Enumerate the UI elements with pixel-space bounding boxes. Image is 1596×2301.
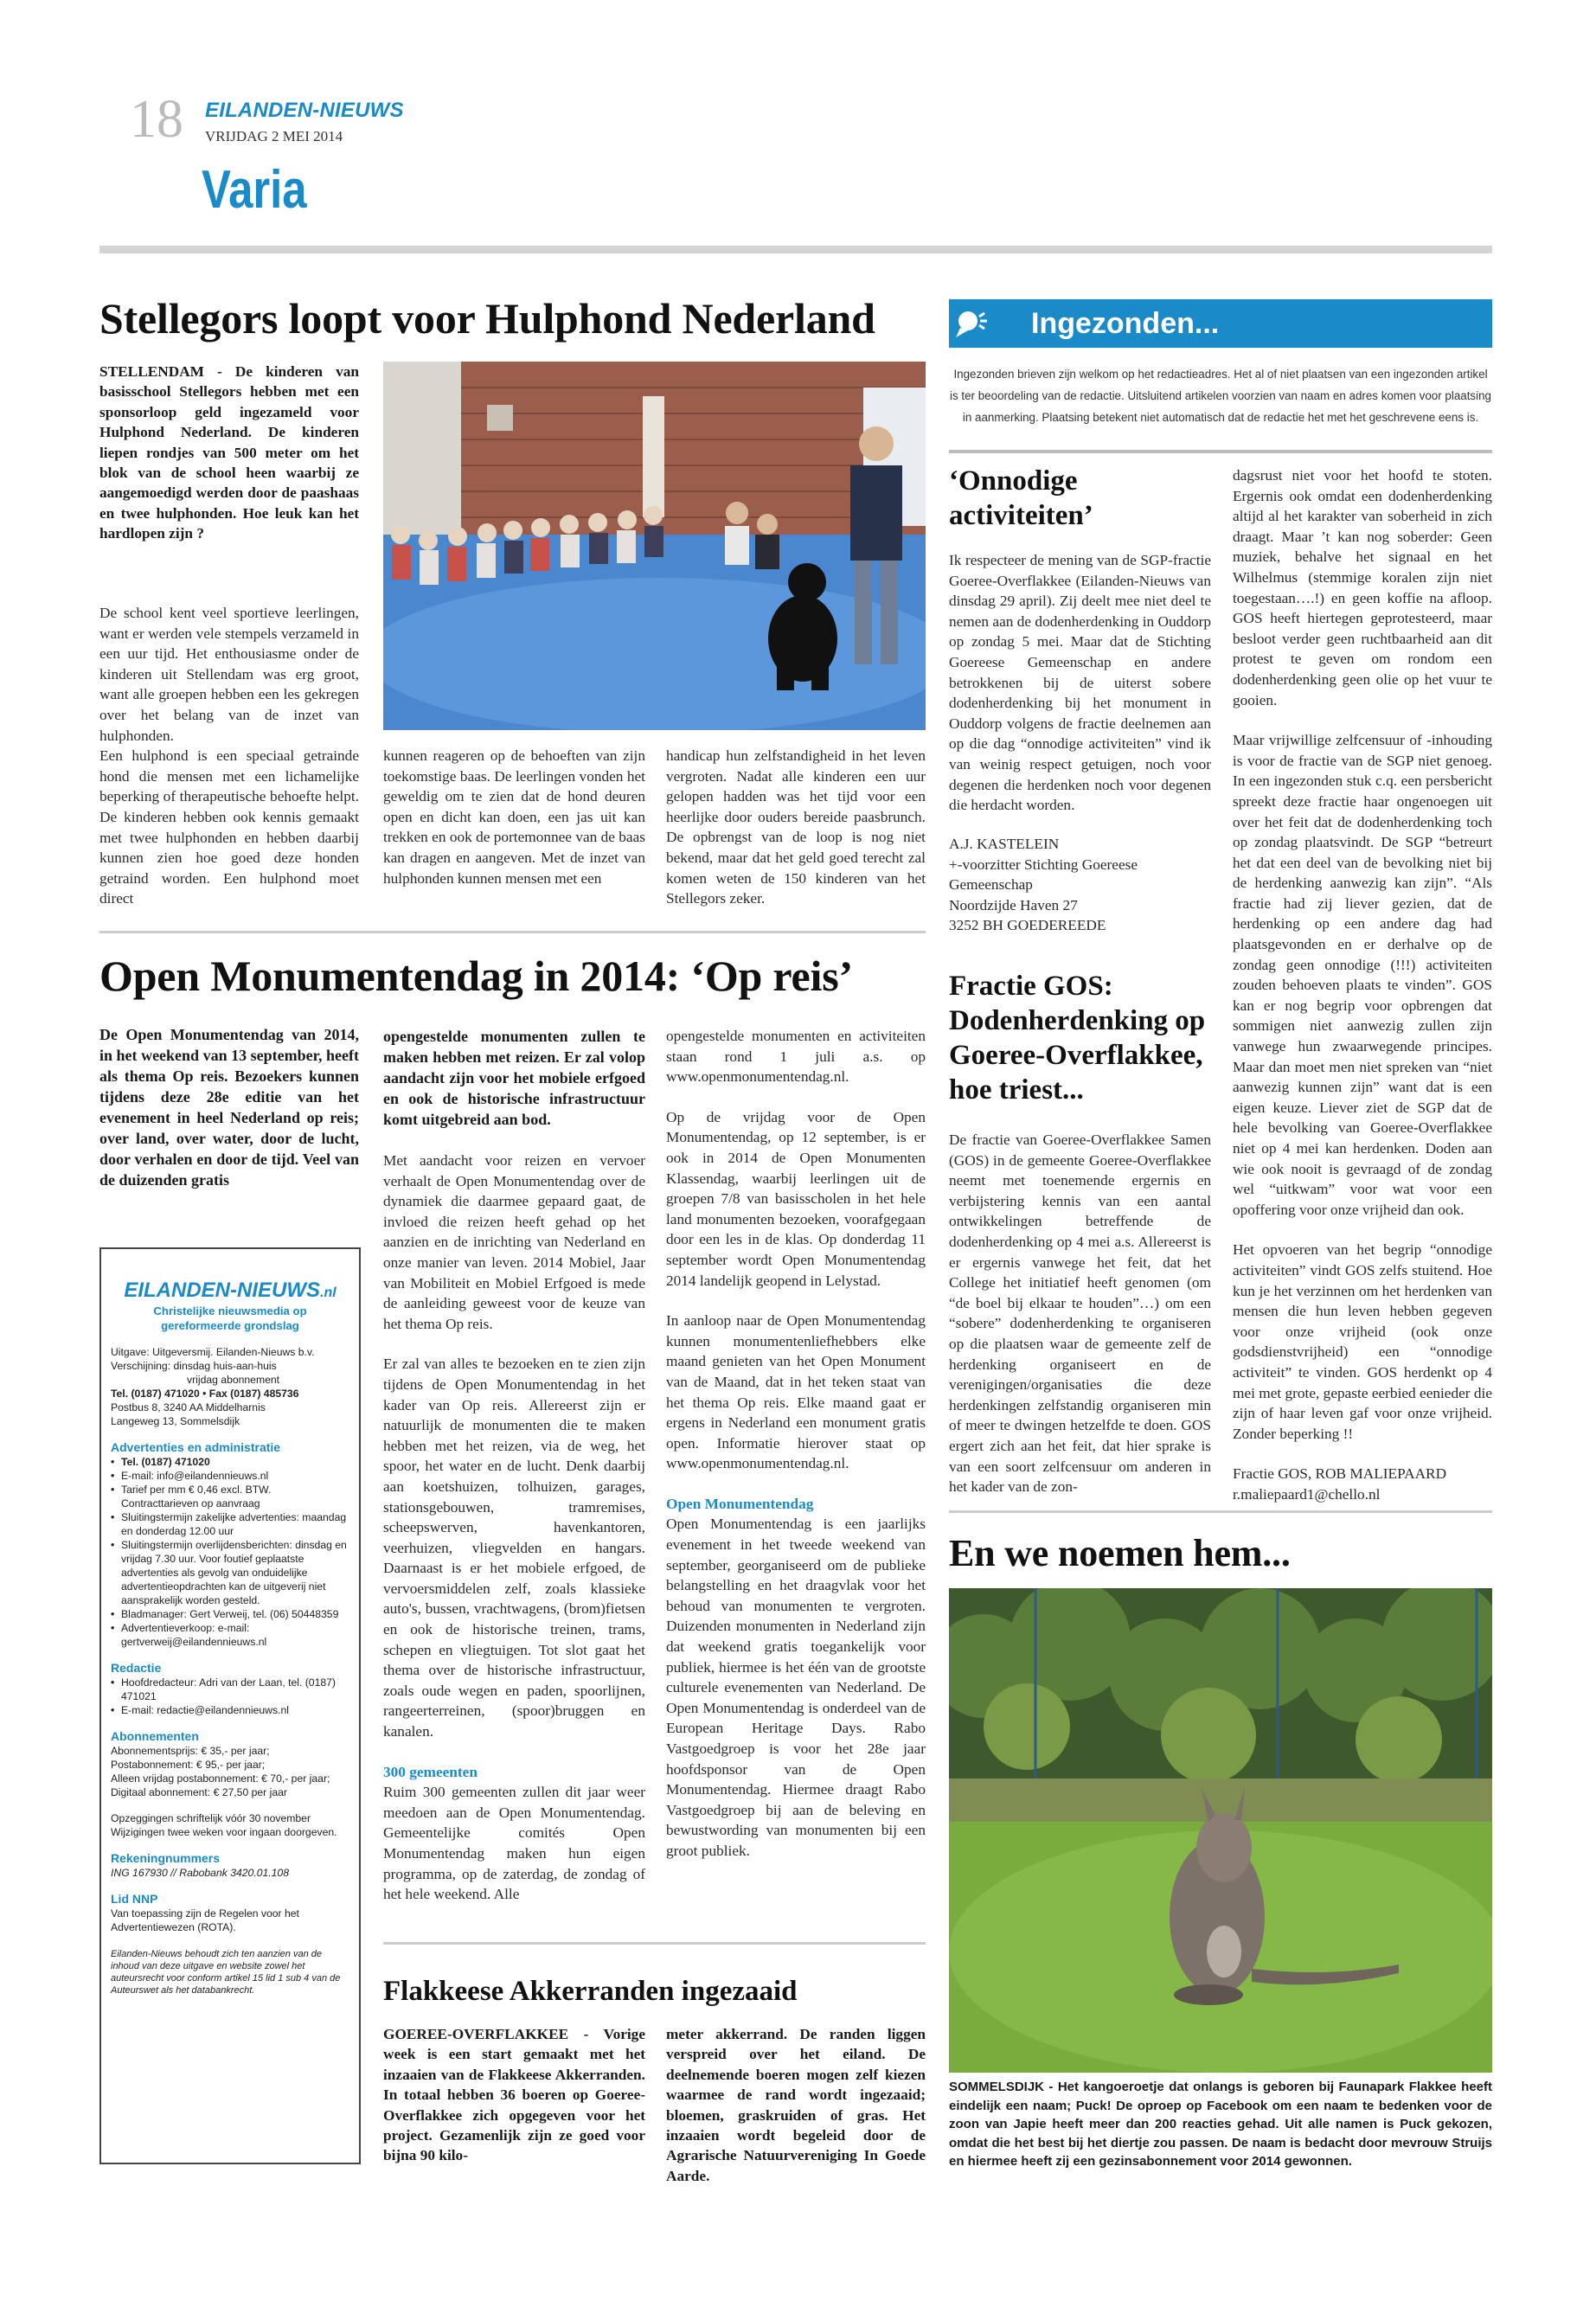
paragraph: Maar vrijwillige zelfcensuur of -inhouding is voor de fractie van de SGP niet genoeg. In een ingezonden stuk c.q. een persbericht spreekt deze fractie haar ongenoegen uit over het feit dat de dodenherdenking toch op zondag plaatsvindt. De SGP “betreurt het dat een deel van de bevolking niet bij de herdenking aanwezig kan zijn”. “Als fractie had zij liever gezien, dat de herdenking op een andere dag had plaatsgevonden en er derhalve op de zondag geen onnodige (!!!) activiteiten zouden behoeven plaats te vinden”. GOS kan er nog begrip voor opbrengen dat sommigen niet aanwezig zullen zijn vanwege hun zwaarwegende principes. Maar dan moet men niet spreken van “niet aanwezig kunnen zijn” want dat is een eigen keuze. Liever ziet de SGP dat de hele bevolking van Goeree-Overflakkee niet op 4 mei kan herdenken. Doden aan wie ook nooit is gevraagd of de zondag wel “uitkwam” voor wat voor een opoffering voor onze vrijheid dan ook. xyxy=(1233,732,1492,1218)
ads-heading: Advertenties en administratie xyxy=(111,1440,281,1454)
school-run-photo xyxy=(383,362,926,730)
article-lead: De Open Monumentendag van 2014, in het weekend van 13 september, heeft als thema Op reis. Bezoekers kunnen tijdens deze 28e editie van het evenement in heel Nederland op reis; over land, over water, door de lucht, door verhalen en door de tijd. Veel van de duizenden gratis xyxy=(99,1026,359,1189)
colophon-tagline: Christelijke nieuwsmedia op gereformeerde grondslag xyxy=(153,1304,307,1332)
subheading: Open Monumentendag xyxy=(666,1495,814,1512)
letters-header xyxy=(949,299,1492,348)
speech-icon xyxy=(956,306,990,341)
paragraph: Het opvoeren van het begrip “onnodige activiteiten” vindt GOS zelfs stuitend. Hoe kun je het verzinnen om het herdenken van mensen die hun leven hebben gegeven voor onze vrijheid (ook onze godsdienstvrijheid) een “onnodige activiteit” te vinden. GOS herdenkt op 4 mei met grote, gepaste eerbied eenieder die zijn of haar leven gaf voor onze vrijheid. Zonder beperking !! xyxy=(1233,1241,1492,1442)
section-title: Varia xyxy=(202,160,307,220)
ads-list: • Tel. (0187) 471020 • E-mail: info@eilandennieuws.nl • Tarief per mm € 0,46 excl. BTW. Contracttarieven op aanvraag • Sluitingstermijn zakelijke advertenties: maandag en donderdag 12.00 uur • Sluitingstermijn overlijdensberichten: dinsdag en vrijdag 7.30 uur. Voor foutief geplaatste advertenties als gevolg van onduidelijke advertentieopdrachten kan de uitgeverij niet aansprakelijk worden gesteld. • Bladmanager: Gert Verweij, tel. (06) 50448359 • Advertentieverkoop: e-mail: gertverweij@eilandennieuws.nl xyxy=(111,1455,349,1649)
article-title: En we noemen hem... xyxy=(949,1532,1291,1574)
article-column-3: handicap hun zelfstandigheid in het leven vergroten. Nadat alle kinderen een uur gelopen hadden was het tijd voor een heerlijke door ouders bereide paasbrunch. De opbrengst van de loop is nog niet bekend, maar dat het geld goed terecht zal komen weten de 150 kinderen van het Stellegors zeker. xyxy=(666,747,926,907)
paragraph: dagsrust niet voor het hoofd te stoten. Ergernis ook omdat een dodenherdenking altijd al het karakter van soberheid in zich draagt. Maar ’t kan nog soberder: Geen muziek, behalve het signaal en het Wilhelmus (stemmige koralen zijn niet toegestaan….!) en geen koffie na afloop. GOS heeft hiertegen geprotesteerd, maar besloot verder geen ruchtbaarheid aan dit protest te geven om rondom een dodenherdenking geen olie op het vuur te gooien. xyxy=(1233,467,1492,708)
body xyxy=(383,1150,645,1905)
paragraph: Met aandacht voor reizen en vervoer verhaalt de Open Monumentendag over de dynamiek die daarmee gepaard gaat, de invloed die reizen heeft gehad op het aanzien en de inrichting van Nederland en onze manier van leven. 2014 Mobiel, Jaar van Mobiliteit en Mobiel Erfgoed is mede de aanleiding geweest voor de keuze van het thema Op reis. xyxy=(383,1152,645,1332)
paper-logo: EILANDEN-NIEUWS xyxy=(205,99,404,122)
publisher-info: Uitgave: Uitgeversmij. Eilanden-Nieuws b.v. Verschijning: dinsdag huis-aan-huis vrijdag abonnement Tel. (0187) 471020 • Fax (0187) 485736 Postbus 8, 3240 AA Middelharnis Langeweg 13, Sommelsdijk xyxy=(111,1346,315,1427)
article-column-2: kunnen reageren op de behoeften van zijn toekomstige baas. De leerlingen vonden het geweldig om te zien dat de hond deuren open en dicht kan doen, een jas uit kan trekken en ook de portemonnee van de baas kan dragen en aangeven. Met de inzet van hulphonden kunnen mensen met een xyxy=(383,747,645,887)
paragraph: In aanloop naar de Open Monumentendag kunnen monumentenliefhebbers elke maand genieten van het Open Monument van de Maand, dat in het teken staat van het thema Op reis. Elke maand gaat er ergens in Nederland een monument gratis open. Informatie hierover staat op www.openmonumentendag.nl. xyxy=(666,1312,926,1472)
paragraph: De school kent veel sportieve leerlingen, want er werden vele stempels verzameld in een uur tijd. Het enthousiasme onder de kinderen uit Stellendam was erg groot, want alle groepen hebben een les gekregen over het belang van de inzet van hulphonden. xyxy=(99,605,359,744)
section-divider xyxy=(383,1942,926,1945)
section-divider xyxy=(949,1510,1492,1513)
article-column-3 xyxy=(666,1026,926,1862)
letter-column-1: De fractie van Goeree-Overflakkee Samen (GOS) in de gemeente Goeree-Overflakkee neemt met toenemende ergernis en verbijstering kennis van een aantal ontwikkelingen betreffende de dodenherdenking op 4 mei a.s. Allereerst is er ergernis vanwege het feit, dat het College het initiatief heeft genomen (om “de boel bij elkaar te houden”…) om een “sobere” dodenherdenking te organiseren op die plaatsen waar de gemeente zelf de herdenking organiseert en de verenigingen/organisaties die deze herdenkingen zelfstandig organiseren min of meer te dwingen hetzelfde te doen. GOS ergert zich aan het feit, dat hier sprake is van een soort zelfcensuur om anderen in het kader van de zon- xyxy=(949,1131,1211,1496)
paragraph: opengestelde monumenten en activiteiten staan rond 1 juli a.s. op www.openmonumentendag.nl. xyxy=(666,1028,926,1086)
editorial-heading: Redactie xyxy=(111,1661,162,1675)
article-column-1: GOEREE-OVERFLAKKEE - Vorige week is een start gemaakt met het inzaaien van de Flakkeese Akkerranden. In totaal hebben 36 boeren op Goeree-Overflakkee zich opgegeven voor het project. Gezamenlijk zijn ze goed voor bijna 90 kilo- xyxy=(383,2026,645,2164)
copyright-note: Eilanden-Nieuws behoudt zich ten aanzien van de inhoud van deze uitgave en website zowel het auteursrecht voor conform artikel 15 lid 1 sub 4 van de Auteurswet als het databankrecht. xyxy=(111,1949,341,1996)
subheading: 300 gemeenten xyxy=(383,1763,478,1780)
section-divider xyxy=(99,931,926,933)
letter-body: Ik respecteer de mening van de SGP-fractie Goeree-Overflakkee (Eilanden-Nieuws van dinsdag 29 april). Zij deelt mee niet deel te nemen aan de dodenherdenking in Ouddorp op zondag 5 mei. Maar dat de Stichting Goereese Gemeenschap en andere betrokkenen bij de uiterst sobere dodenherdenking bij het monument in Ouddorp volgens de fractie deelnemen aan op die dag “onnodige activiteiten” vind ik van weinig respect getuigen, noch voor degenen die herdenken noch voor degenen die herdacht worden. xyxy=(949,552,1211,814)
issue-date: VRIJDAG 2 MEI 2014 xyxy=(205,128,343,144)
colophon-box: EILANDEN-NIEUWS.nl Christelijke nieuwsmedia op gereformeerde grondslag Uitgave: Uitgeversmij. Eilanden-Nieuws b.v. Verschijning: dinsdag huis-aan-huis vrijdag abonnement Tel. (0187) 471020 • Fax (0187) 485736 Postbus 8, 3240 AA Middelharnis Langeweg 13, Sommelsdijk Advertenties en administratie • Tel. (0187) 471020 • E-mail: info@eilandennieuws.nl • Tarief per mm € 0,46 excl. BTW. Contracttarieven op aanvraag • Sluitingstermijn zakelijke advertenties: maandag en donderdag 12.00 uur • Sluitingstermijn overlijdensberichten: dinsdag en vrijdag 7.30 uur. Voor foutief geplaatste advertenties als gevolg van onduidelijke advertentieopdrachten kan de uitgeverij niet aansprakelijk worden gesteld. • Bladmanager: Gert Verweij, tel. (06) 50448359 • Advertentieverkoop: e-mail: gertverweij@eilandennieuws.nl Redactie • Hoofdredacteur: Adri van der Laan, tel. (0187) 471021 • E-mail: redactie@eilandennieuws.nl Abonnementen Abonnementsprijs: € 35,- per jaar; Postabonnement: € 95,- per jaar; Alleen vrijdag postabonnement: € 70,- per jaar; Digitaal abonnement: € 27,50 per jaar Opzeggingen schriftelijk vóór 30 november Wijzigingen twee weken voor ingaan doorgeven. Rekeningnummers ING 167930 // Rabobank 3420.01.108 Lid NNP Van toepassing zijn de Regelen voor het Advertentiewezen (ROTA). Eilanden-Nieuws behoudt zich ten aanzien van de inhoud van deze uitgave en website zowel het auteursrecht voor conform artikel 15 lid 1 sub 4 van de Auteurswet als het databankrecht. xyxy=(99,1247,361,2164)
nnp-heading: Lid NNP xyxy=(111,1892,158,1906)
paragraph: Een hulphond is een speciaal getrainde hond die mensen met een lichamelijke beperking of therapeutische behoefte helpt. De kinderen hebben ook kennis gemaakt met twee hulphonden en hebben daarbij kunnen zien hoe goed deze honden getraind worden. Een hulphond moet direct xyxy=(99,747,359,907)
article-title: Flakkeese Akkerranden ingezaaid xyxy=(383,1976,798,2007)
photo-caption: SOMMELSDIJK - Het kangoeroetje dat onlangs is geboren bij Faunapark Flakkee heeft eindelijk een naam; Puck! De oproep op Facebook om een naam te bedenken voor de zoon van Japie heeft meer dan 200 reacties gehad. Uit alle namen is Puck gekozen, omdat die het best bij het diertje zou passen. De naam is bedacht door mevrouw Struijs en hiermee heeft zij een gezinsabonnement voor 2014 gewonnen. xyxy=(949,2080,1492,2169)
article-lead: STELLENDAM - De kinderen van basisschool Stellegors hebben met een sponsorloop geld ingezameld voor Hulphond Nederland. De kinderen liepen rondjes van 500 meter om het blok van de school heen waarbij ze aangemoedigd werden door de paashaas en twee hulphonden. Hoe leuk kan het hardlopen zijn ? xyxy=(99,363,359,542)
article-title: Stellegors loopt voor Hulphond Nederland xyxy=(99,294,875,343)
letters-intro: Ingezonden brieven zijn welkom op het redactieadres. Het al of niet plaatsen van een ingezonden artikel is ter beoordeling van de redactie. Uitsluitend artikelen voorzien van naam en adres komen voor plaatsing in aanmerking. Plaatsing betekent niet automatisch dat de redactie het met het geschrevene eens is. xyxy=(950,368,1491,424)
nnp-text: Van toepassing zijn de Regelen voor het Advertentiewezen (ROTA). xyxy=(111,1907,299,1933)
editorial-list: • Hoofdredacteur: Adri van der Laan, tel. (0187) 471021 • E-mail: redactie@eilandennieuws.nl xyxy=(111,1676,349,1717)
article-column-1 xyxy=(99,603,359,909)
kangaroo-photo xyxy=(949,1588,1492,2073)
bank-accounts: ING 167930 // Rabobank 3420.01.108 xyxy=(111,1867,289,1879)
bank-heading: Rekeningnummers xyxy=(111,1851,221,1865)
article-column-2: opengestelde monumenten zullen te maken hebben met reizen. Er zal volop aandacht zijn voor het mobiele erfgoed en ook de historische infrastructuur komt uitgebreid aan bod. Met aandacht voor reizen en vervoer verhaalt de Open Monumentendag over de dynamiek die daarmee gepaard gaat, de invloed die reizen heeft gehad op het aanzien en de inrichting van Nederland en onze manier van leven. 2014 Mobiel, Jaar van Mobiliteit en Mobiel Erfgoed is mede de aanleiding geweest voor de keuze van het thema Op reis. Er zal van alles te bezoeken en te zien zijn tijdens de Open Monumentendag in het kader van Op reis. Allereerst zijn er natuurlijk de monumenten die te maken hebben met het reizen, via de weg, het spoor, het water en de lucht. Denk daarbij aan koetshuizen, tolhuizen, garages, stationsgebouwen, tramremises, scheepswerven, havenkantoren, veerhuizen, vliegvelden en hangars. Daarnaast is er het mobiele erfgoed, de vervoersmiddelen zelf, zoals klassieke auto's, bussen, vrachtwagens, (brom)fietsen en ook de historische treinen, trams, schepen en vliegtuigen. Tot slot gaat het thema over de historische infrastructuur, zoals oude wegen en paden, spoorlijnen, rangeerterreinen, (spoor)bruggen en kanalen. 300 gemeenten Ruim 300 gemeenten zullen dit jaar weer meedoen aan de Open Monumentendag. Gemeentelijke comités Open Monumentendag maken hun eigen programma, op de zaterdag, de zondag of het hele weekend. Alle xyxy=(383,1026,645,1905)
paragraph: Op de vrijdag voor de Open Monumentendag, op 12 september, is er ook in 2014 de Open Monumenten Klassendag, waarbij leerlingen uit de groepen 7/8 van basisscholen in het hele land monumenten bezoeken, voorafgegaan door een les in de klas. Op donderdag 11 september wordt Open Monumentendag 2014 landelijk geopend in Lelystad. xyxy=(666,1108,926,1289)
letters-title: Ingezonden... xyxy=(1031,307,1220,340)
masthead-divider xyxy=(99,246,1492,253)
paragraph: Open Monumentendag is een jaarlijks evenement in het tweede weekend van september, georganiseerd om de publieke belangstelling en het draagvlak voor het behoud van monumenten te vergroten. Duizenden monumenten in Nederland zijn dat weekend gratis toegankelijk voor publiek, hiermee is het één van de grootste culturele evenementen van Nederland. De Open Monumentendag is onderdeel van de European Heritage Days. Rabo Vastgoedgroep is voor het 28e jaar hoofdsponsor van de Open Monumentendag. Hiermee draagt Rabo Vastgoedgroep bij aan de beleving en bewustwording van monumenten bij een groot publiek. xyxy=(666,1516,926,1859)
letter-signature: A.J. KASTELEIN +-voorzitter Stichting Goereese Gemeenschap Noordzijde Haven 27 3252 BH GOEDEREEDE xyxy=(949,836,1138,934)
letter-title: ‘Onnodige activiteiten’ xyxy=(949,465,1093,531)
page-number: 18 xyxy=(130,90,183,149)
letter-title: Fractie GOS: Dodenherdenking op Goeree-Overflakkee, hoe triest... xyxy=(949,971,1206,1106)
article-column-2: meter akkerrand. De randen liggen verspreid over het eiland. De deelnemende boeren mogen zelf kiezen waarmee de rand wordt ingezaaid; bloemen, graskruiden of gras. Het inzaaien wordt begeleid door de Agrarische Natuurvereniging In Goede Aarde. xyxy=(666,2026,926,2184)
article-title: Open Monumentendag in 2014: ‘Op reis’ xyxy=(99,952,853,1000)
letter-column-2: dagsrust niet voor het hoofd te stoten. Ergernis ook omdat een dodenherdenking altijd al het karakter van soberheid in zich draagt. Maar ’t kan nog soberder: Geen muziek, behalve het signaal en het Wilhelmus (stemmige koralen zijn niet toegestaan….!) en geen koffie na afloop. GOS heeft hiertegen geprotesteerd, maar besloot verder geen ruchtbaarheid aan dit protest te geven om rondom een dodenherdenking geen olie op het vuur te gooien. Maar vrijwillige zelfcensuur of -inhouding is voor de fractie van de SGP niet genoeg. In een ingezonden stuk c.q. een persbericht spreekt deze fractie haar ongenoegen uit over het feit dat de dodenherdenking toch op zondag plaatsvindt. De SGP “betreurt het dat een deel van de bevolking niet bij de herdenking aanwezig kan zijn”. “Als fractie had zij liever gezien, dat de herdenking op een andere dag had plaatsgevonden en er derhalve op de zondag geen onnodige (!!!) activiteiten zouden behoeven plaats te vinden”. GOS kan er nog begrip voor opbrengen dat sommigen niet aanwezig zullen zijn vanwege hun zwaarwegende principes. Maar dan moet men niet spreken van “niet aanwezig kunnen zijn” want dat is een eigen keuze. Liever ziet de SGP dat de hele bevolking van Goeree-Overflakkee niet op 4 mei kan herdenken. Doden aan wie ook nooit is gevraagd of de zondag wel “uitkwam” voor wat voor een opoffering voor onze vrijheid dan ook. Het opvoeren van het begrip “onnodige activiteiten” vindt GOS zelfs stuitend. Hoe kun je het verzinnen om het herdenken van mensen die hun leven hebben gegeven voor onze vrijheid (ook onze godsdienstvrijheid) een “onnodige activiteit” te vinden. GOS herdenkt op 4 mei met grote, gepaste eerbied eenieder die zijn of haar leven gaf voor onze vrijheid. Zonder beperking !! Fractie GOS, ROB MALIEPAARD r.maliepaard1@chello.nl xyxy=(1233,467,1492,1503)
colophon-logo: EILANDEN-NIEUWS.nl xyxy=(124,1279,337,1302)
letters-divider xyxy=(949,450,1492,453)
paragraph: Ruim 300 gemeenten zullen dit jaar weer meedoen aan de Open Monumentendag. Gemeentelijke comités Open Monumentendag maken hun eigen programma, op de zaterdag, de zondag of het hele weekend. Alle xyxy=(383,1784,645,1903)
subscriptions-heading: Abonnementen xyxy=(111,1729,199,1743)
paragraph: Er zal van alles te bezoeken en te zien zijn tijdens de Open Monumentendag in het kader van Op reis. Allereerst zijn er natuurlijk de monumenten die te maken hebben met het reizen, via de weg, het spoor, het water en de lucht. Denk daarbij aan koetshuizen, tolhuizen, garages, stationsgebouwen, tramremises, scheepswerven, havenkantoren, veerhuizen, vliegvelden en hangars. Daarnaast is er het mobiele erfgoed, de vervoersmiddelen zelf, zoals klassieke auto's, bussen, vrachtwagens, (brom)fietsen en ook de historische treinen, trams, schepen en vliegtuigen. Tot slot gaat het thema over de historische infrastructuur, zoals oude wegen en paden, spoorlijnen, rangeerterreinen, (spoor)bruggen en kanalen. xyxy=(383,1356,645,1740)
